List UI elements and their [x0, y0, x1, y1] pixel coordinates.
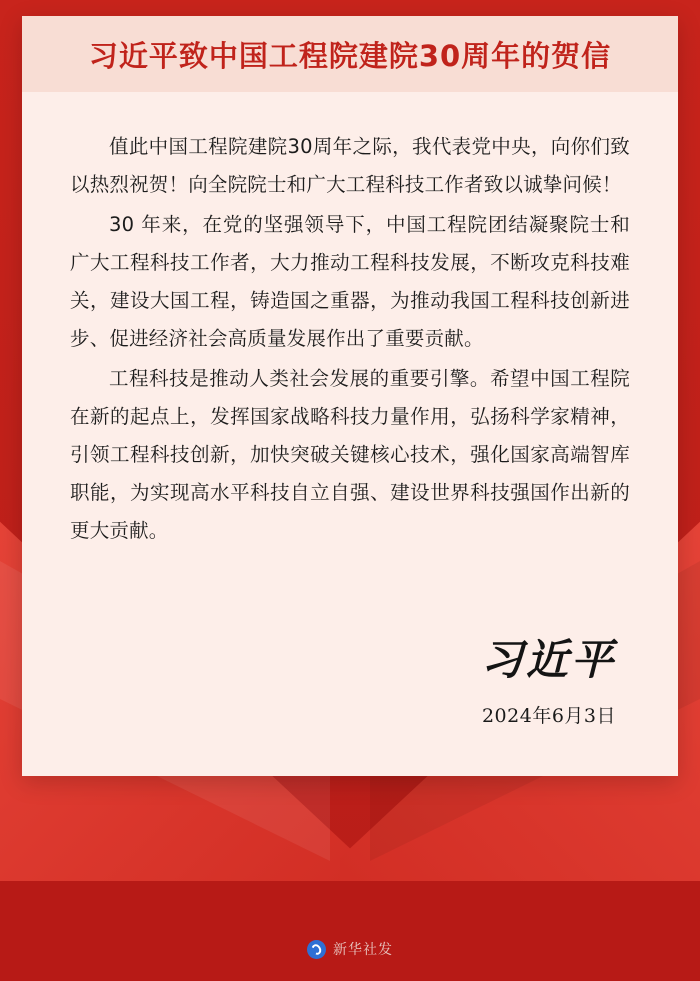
footer-credit [0, 939, 700, 959]
letter-inner [22, 16, 678, 776]
signature-name: 习近平 [480, 634, 616, 684]
page-title: 习近平致中国工程院建院30周年的贺信 [88, 38, 612, 73]
xinhua-circle-icon [307, 940, 326, 959]
paragraph-2: 30 年来，在党的坚强领导下，中国工程院团结凝聚院士和广大工程科技工作者，大力推动工程科技发展，不断攻克科技难关，建设大国工程，铸造国之重器，为推动我国工程科技创新进步、促进经济社会高质量发展作出了重要贡献。 [70, 213, 630, 350]
footer-credit-label: 新华社发 [333, 942, 393, 958]
background-bottom-band [0, 881, 700, 981]
signature-date: 2024年6月3日 [481, 705, 616, 727]
signature-block [480, 634, 616, 728]
paragraph-3: 工程科技是推动人类社会发展的重要引擎。希望中国工程院在新的起点上，发挥国家战略科技力量作用，弘扬科学家精神，引领工程科技创新，加快突破关键核心技术，强化国家高端智库职能，为实现高水平科技自立自强、建设世界科技强国作出新的更大贡献。 [70, 367, 630, 542]
letter-card [22, 16, 678, 776]
letter-body [70, 128, 630, 552]
title-band [22, 16, 678, 92]
paragraph-1: 值此中国工程院建院30周年之际，我代表党中央，向你们致以热烈祝贺！向全院院士和广大工程科技工作者致以诚挚问候！ [70, 135, 630, 196]
